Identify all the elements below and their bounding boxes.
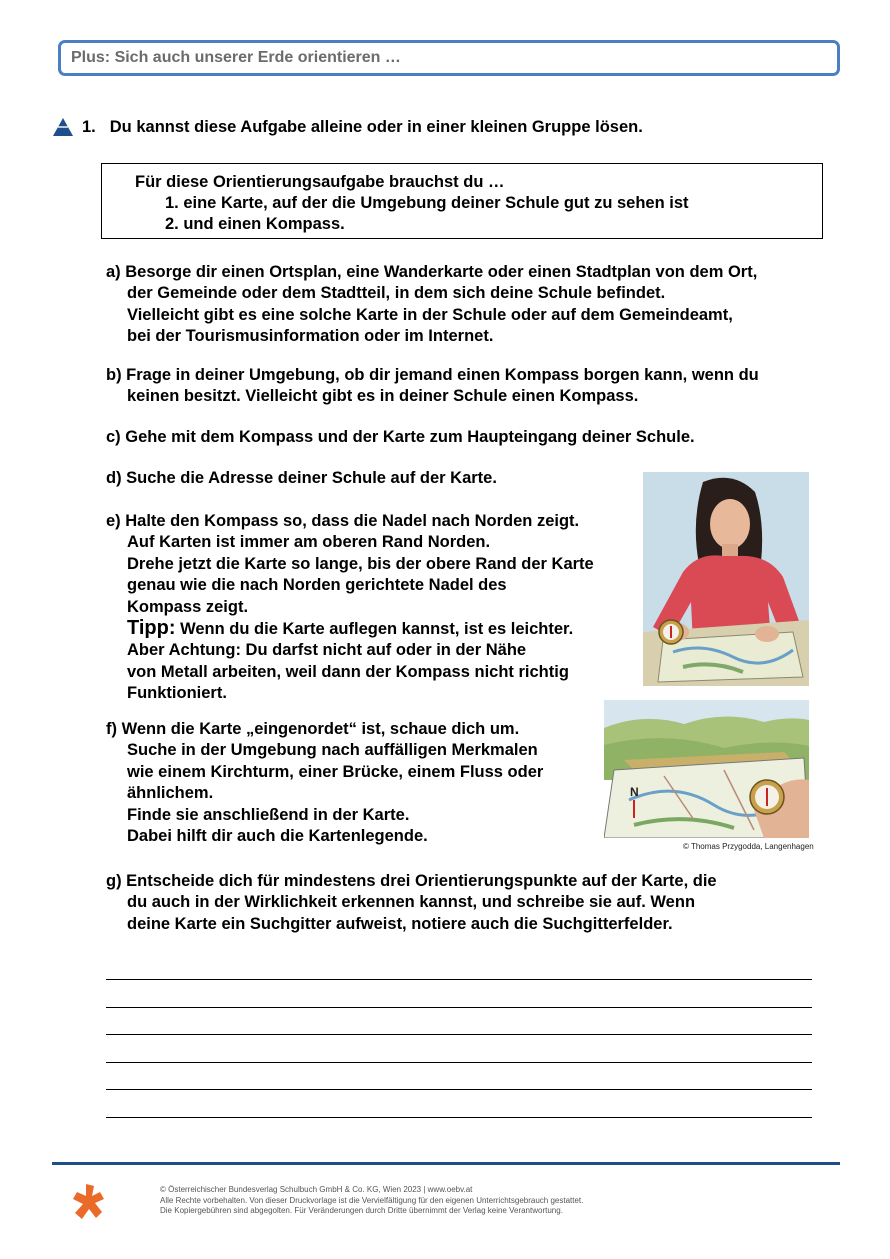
- step-e-line: Aber Achtung: Du darfst nicht auf oder in der Nähe: [127, 641, 527, 660]
- illustration-credit: © Thomas Przygodda, Langenhagen: [683, 842, 814, 851]
- task-number: 1.: [82, 117, 96, 136]
- step-d: [106, 468, 497, 489]
- step-g-line: du auch in der Wirklichkeit erkennen kannst, und schreibe sie auf. Wenn: [127, 893, 696, 912]
- step-f-line: ähnlichem.: [127, 784, 214, 803]
- footer-rule: [52, 1162, 840, 1165]
- step-b-line: b) Frage in deiner Umgebung, ob dir jemand einen Kompass borgen kann, wenn du: [106, 366, 759, 384]
- step-f-line: Dabei hilft dir auch die Kartenlegende.: [127, 827, 428, 846]
- step-f-line: Suche in der Umgebung nach auffälligen Merkmalen: [127, 741, 538, 760]
- step-g-line: g) Entscheide dich für mindestens drei Orientierungspunkte auf der Karte, die: [106, 872, 717, 890]
- step-b: [106, 365, 759, 408]
- step-f-line: f) Wenn die Karte „eingenordet“ ist, schaue dich um.: [106, 720, 520, 738]
- answer-line: [106, 1034, 812, 1035]
- landscape-map-compass-illustration: [604, 700, 809, 838]
- step-c-line: c) Gehe mit dem Kompass und der Karte zum Haupteingang deiner Schule.: [106, 428, 695, 446]
- step-d-line: d) Suche die Adresse deiner Schule auf der Karte.: [106, 469, 497, 487]
- answer-line: [106, 1062, 812, 1063]
- requirement-item: 1. eine Karte, auf der die Umgebung deiner Schule gut zu sehen ist: [165, 194, 689, 212]
- step-a-line: bei der Tourismusinformation oder im Internet.: [127, 327, 494, 346]
- difficulty-triangle-icon: [52, 117, 74, 137]
- step-c: [106, 427, 695, 448]
- step-f-line: wie einem Kirchturm, einer Brücke, einem Fluss oder: [127, 762, 544, 781]
- tip-text: Wenn du die Karte auflegen kannst, ist es leichter.: [175, 620, 574, 639]
- step-f-line: Finde sie anschließend in der Karte.: [127, 805, 410, 824]
- step-e-line: Kompass zeigt.: [127, 597, 249, 616]
- step-a: [106, 262, 757, 348]
- step-e-line: von Metall arbeiten, weil dann der Kompass nicht richtig: [127, 662, 569, 681]
- step-a-line: Vielleicht gibt es eine solche Karte in der Schule oder auf dem Gemeindeamt,: [127, 305, 733, 324]
- footer-line: © Österreichischer Bundesverlag Schulbuch GmbH & Co. KG, Wien 2023 | www.oebv.at: [160, 1185, 473, 1194]
- footer-line: Alle Rechte vorbehalten. Von dieser Druckvorlage ist die Vervielfältigung für den eigenen Unterrichtsgebrauch gestattet.: [160, 1195, 584, 1205]
- step-e-line: Auf Karten ist immer am oberen Rand Norden.: [127, 533, 491, 552]
- footer-text: [160, 1185, 583, 1217]
- step-g-line: deine Karte ein Suchgitter aufweist, notiere auch die Suchgitterfelder.: [127, 914, 673, 933]
- step-b-line: keinen besitzt. Vielleicht gibt es in deiner Schule einen Kompass.: [127, 387, 639, 406]
- step-e-line: e) Halte den Kompass so, dass die Nadel nach Norden zeigt.: [106, 512, 580, 530]
- step-e-line: Funktioniert.: [127, 684, 227, 703]
- task-title-text: Du kannst diese Aufgabe alleine oder in einer kleinen Gruppe lösen.: [109, 117, 643, 136]
- tip-line: [106, 618, 594, 640]
- svg-text:N: N: [630, 785, 639, 799]
- tip-label: Tipp:: [127, 617, 176, 640]
- step-a-line: a) Besorge dir einen Ortsplan, eine Wanderkarte oder einen Stadtplan von dem Ort,: [106, 263, 758, 281]
- footer-line: Die Kopiergebühren sind abgegolten. Für Veränderungen durch Dritte übernimmt der Verlag keine Verantwortung.: [160, 1206, 563, 1215]
- step-a-line: der Gemeinde oder dem Stadtteil, in dem sich deine Schule befindet.: [127, 284, 666, 303]
- publisher-logo-icon: [70, 1182, 110, 1222]
- answer-line: [106, 1117, 812, 1118]
- answer-line: [106, 979, 812, 980]
- task-title: [52, 117, 643, 137]
- girl-with-map-illustration: [643, 472, 809, 686]
- step-e-line: genau wie die nach Norden gerichtete Nadel des: [127, 576, 507, 595]
- section-header-title: Plus: Sich auch unserer Erde orientieren …: [71, 49, 401, 66]
- step-g: [106, 871, 717, 935]
- step-e: [106, 511, 594, 705]
- answer-line: [106, 1089, 812, 1090]
- requirements-box: [101, 163, 823, 239]
- answer-line: [106, 1007, 812, 1008]
- requirements-intro: Für diese Orientierungsaufgabe brauchst du …: [135, 173, 505, 191]
- requirement-item: 2. und einen Kompass.: [165, 215, 345, 233]
- section-header: [58, 40, 840, 76]
- step-e-line: Drehe jetzt die Karte so lange, bis der obere Rand der Karte: [127, 554, 594, 573]
- step-f: [106, 719, 543, 847]
